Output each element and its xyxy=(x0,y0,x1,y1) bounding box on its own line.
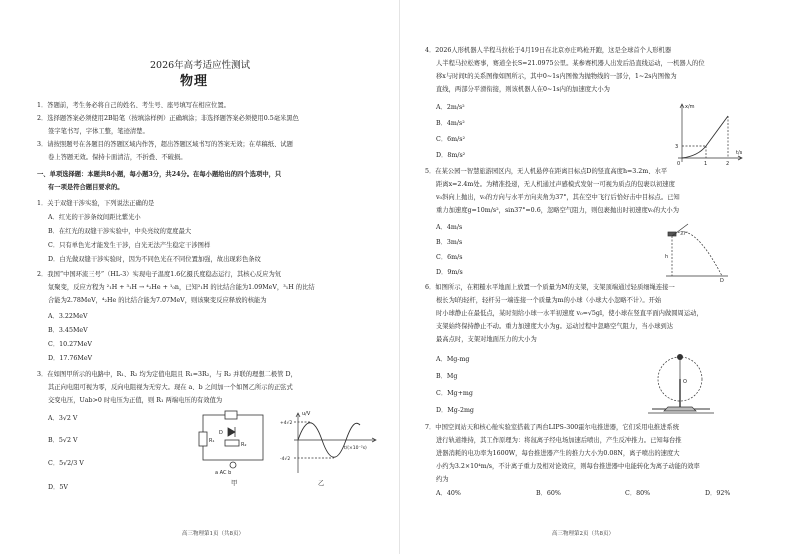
q5-option: A．4m/s xyxy=(436,224,463,231)
note-line: 1．答题前，考生务必将自己的姓名、考生号、座号填写在相应位置。 xyxy=(37,102,230,109)
q5-option: D．9m/s xyxy=(436,269,463,276)
q5-stem: v₀斜向上抛出，v₀的方向与水平方向夹角为37°，其在空中飞行后恰好击中目标点。已知 xyxy=(436,194,680,201)
q3-stem: 其正向电阻可视为零，反向电阻视为无穷大。现在 a、b 之间加一个如图乙所示的正弦式 xyxy=(48,384,293,391)
r1-label: R₁ xyxy=(209,438,215,444)
q1-option: C．只有单色光才能发生干涉，白光无法产生稳定干涉图样 xyxy=(48,242,211,249)
subject-title: 物理 xyxy=(180,74,209,89)
q2-option: A．3.22MeV xyxy=(48,313,88,320)
q2-option: B．3.45MeV xyxy=(48,327,88,334)
note-line: 3．请按照题号在各题目的答题区域内作答，超出答题区域书写的答案无效；在草稿纸、试题 xyxy=(37,141,293,148)
exam-page-right xyxy=(400,0,800,554)
figure-caption-yi: 乙 xyxy=(318,480,325,487)
q6-option: A．Mg-mg xyxy=(436,356,470,363)
q4-stem: 人半程马拉松赛事，赛道全长S=21.0975公里。某参赛机器人出发后沿直线运动，一机器人的位 xyxy=(436,60,705,67)
q1-stem: 1．关于双缝干涉实验，下列说法正确的是 xyxy=(37,200,155,207)
graph-ytick: 3 xyxy=(675,144,679,150)
q7-stem: 进器消耗的电功率为1600W，每台推进器产生的推力大小为0.08N，离子喷出的速度大 xyxy=(436,450,680,457)
q5-option: C．6m/s xyxy=(436,254,463,261)
q7-stem: 7．中国空间站天和核心舱实验室搭载了两台LIPS-300霍尔电推进器，它们采用电推进系统 xyxy=(425,424,679,431)
note-line: 2．选择题答案必须使用2B铅笔（按填涂样例）正确填涂；非选择题答案必须使用0.5毫米黑色 xyxy=(37,115,299,122)
support-frame-diagram xyxy=(638,345,728,417)
q4-option: B．4m/s² xyxy=(436,120,465,127)
q2-stem: 2．我国“中国环流三号”（HL-3）实现电子温度1.6亿摄氏度稳态运行，其核心反应为氘 xyxy=(37,271,282,278)
q5-stem: 5．在某公园一智慧旅游园区内，无人机悬停在距离目标点D的竖直高度h=3.2m、水平 xyxy=(425,168,668,175)
q5-stem: 重力加速度g=10m/s²，sin37°=0.6，忽略空气阻力，则包裹抛出时初速度v₀的大小为 xyxy=(436,207,680,214)
q5-stem: 距离x=2.4m处。为精准投递，无人机通过声感模式发射一可视为质点的包裹以初速度 xyxy=(436,181,675,188)
graph-xtick: 2 xyxy=(726,161,730,167)
pivot-label: O xyxy=(683,379,687,385)
q4-option: A．2m/s² xyxy=(436,104,465,111)
q7-option: C．80% xyxy=(625,490,651,497)
q4-stem: 4．2026人形机器人半程马拉松于4月19日在北京亦庄鸣枪开跑，这是全球首个人形机器 xyxy=(425,47,672,54)
q3-option: C．5√2/3 V xyxy=(48,460,84,467)
page-footer: 高三物理第2页（共8页） xyxy=(552,531,614,537)
q1-option: D．白光做双缝干涉实验时，因为不同色光在不同位置加强，故出现彩色条纹 xyxy=(48,256,261,263)
circuit-diagram xyxy=(195,410,275,480)
section-heading: 一、单项选择题：本题共8小题，每小题3分，共24分。在每小题给出的四个选项中，只 xyxy=(37,171,282,178)
note-line: 签字笔书写，字体工整，笔迹清楚。 xyxy=(48,128,149,135)
q7-stem: 进行轨道维持，其工作原理为：将氙离子经电场加速后喷出，产生反冲推力。已知每台推 xyxy=(436,437,682,444)
q2-stem: 合能为2.78MeV，⁴₂He 的比结合能为7.07MeV，则该聚变反应释放的核能为 xyxy=(48,297,267,304)
graph-xlabel: t/(×10⁻²s) xyxy=(344,446,367,451)
q6-stem: 6．如图所示，在粗糙水平地面上放置一个质量为M的支架，支架顶端通过轻质细绳连接一 xyxy=(425,284,675,291)
graph-xlabel: t/s xyxy=(736,150,743,156)
q2-option: D．17.76MeV xyxy=(48,355,93,362)
diode-label: D xyxy=(219,430,223,436)
graph-xtick: 0 xyxy=(677,161,681,167)
q6-stem: 支架始终保持静止不动。重力加速度大小为g。运动过程中忽略空气阻力，当小球到达 xyxy=(436,323,674,330)
q6-stem: 时小球静止在最低点，某时刻给小球一水平初速度 v₀=√5gl，使小球在竖直平面内做圆周运动， xyxy=(436,310,703,317)
graph-ylabel: u/V xyxy=(302,411,311,417)
q6-option: B．Mg xyxy=(436,373,458,380)
q4-stem: 直线，两部分平滑衔接，则该机器人在0~1s内的加速度大小为 xyxy=(436,86,610,93)
height-label: h xyxy=(665,254,669,260)
q3-stem: 3．在如图甲所示的电路中，R₁、R₂ 均为定值电阻且 R₁=3R₂，与 R₂ 并联的理想二极管 D， xyxy=(37,371,297,378)
q4-option: C．6m/s² xyxy=(436,136,465,143)
q3-option: B．5√2 V xyxy=(48,437,78,444)
graph-xtick: 1 xyxy=(704,161,708,167)
q6-option: D．Mg-2mg xyxy=(436,407,474,414)
graph-ylabel: x/m xyxy=(685,104,695,110)
figure-caption-jia: 甲 xyxy=(231,480,238,487)
source-label: a AC b xyxy=(215,470,232,476)
q6-stem: 最高点时，支架对地面压力的大小为 xyxy=(436,336,537,343)
q1-option: A．红光的干涉条纹间距比紫光小 xyxy=(48,214,141,221)
position-time-graph xyxy=(668,98,748,168)
target-label: D xyxy=(720,278,724,282)
q6-option: C．Mg+mg xyxy=(436,390,473,397)
voltage-graph xyxy=(280,405,380,480)
q3-option: A．3√2 V xyxy=(48,415,78,422)
q7-stem: 约为 xyxy=(436,476,449,483)
graph-ytick-pos: +4√2 xyxy=(280,421,293,426)
q7-stem: 小约为3.2×10⁴m/s，不计离子重力及相对论效应，则每台推进器中电能转化为离子动能的效率 xyxy=(436,463,700,470)
q7-option: D．92% xyxy=(705,490,731,497)
q2-option: C．10.27MeV xyxy=(48,341,92,348)
ball-icon xyxy=(677,354,683,360)
q3-option: D．5V xyxy=(48,484,68,491)
q3-stem: 交变电压，Uab>0 时电压为正值，则 R₁ 两端电压的有效值为 xyxy=(48,397,223,404)
q4-stem: 移x与时间t的关系图像如图所示，其中0~1s内图像为抛物线的一部分，1~2s内图像为 xyxy=(436,73,677,80)
projectile-diagram xyxy=(662,220,732,282)
r2-label: R₂ xyxy=(241,442,247,448)
q4-option: D．8m/s² xyxy=(436,152,466,159)
q1-option: B．在红光的双缝干涉实验中，中央亮纹的宽度最大 xyxy=(48,228,192,235)
section-heading: 有一项是符合题目要求的。 xyxy=(48,184,124,191)
note-line: 卷上答题无效。保持卡面清洁，不折叠、不破损。 xyxy=(48,154,187,161)
q5-option: B．3m/s xyxy=(436,239,463,246)
page-footer: 高三物理第1页（共8页） xyxy=(182,531,244,537)
graph-ytick-neg: -4√2 xyxy=(280,457,291,462)
q6-stem: 根长为l的轻杆，轻杆另一端连接一个质量为m的小球（小球大小忽略不计）。开始 xyxy=(436,297,662,304)
q7-option: B．60% xyxy=(536,490,561,497)
q7-option: A．40% xyxy=(436,490,461,497)
angle-label: 37° xyxy=(680,232,688,237)
q2-stem: 氚聚变，反应方程为 ²₁H + ³₁H → ⁴₂He + ¹₀n，已知²₁H 的比结合能为1.09MeV，³₁H 的比结 xyxy=(48,284,315,291)
exam-title: 2026年高考适应性测试 xyxy=(150,60,251,71)
